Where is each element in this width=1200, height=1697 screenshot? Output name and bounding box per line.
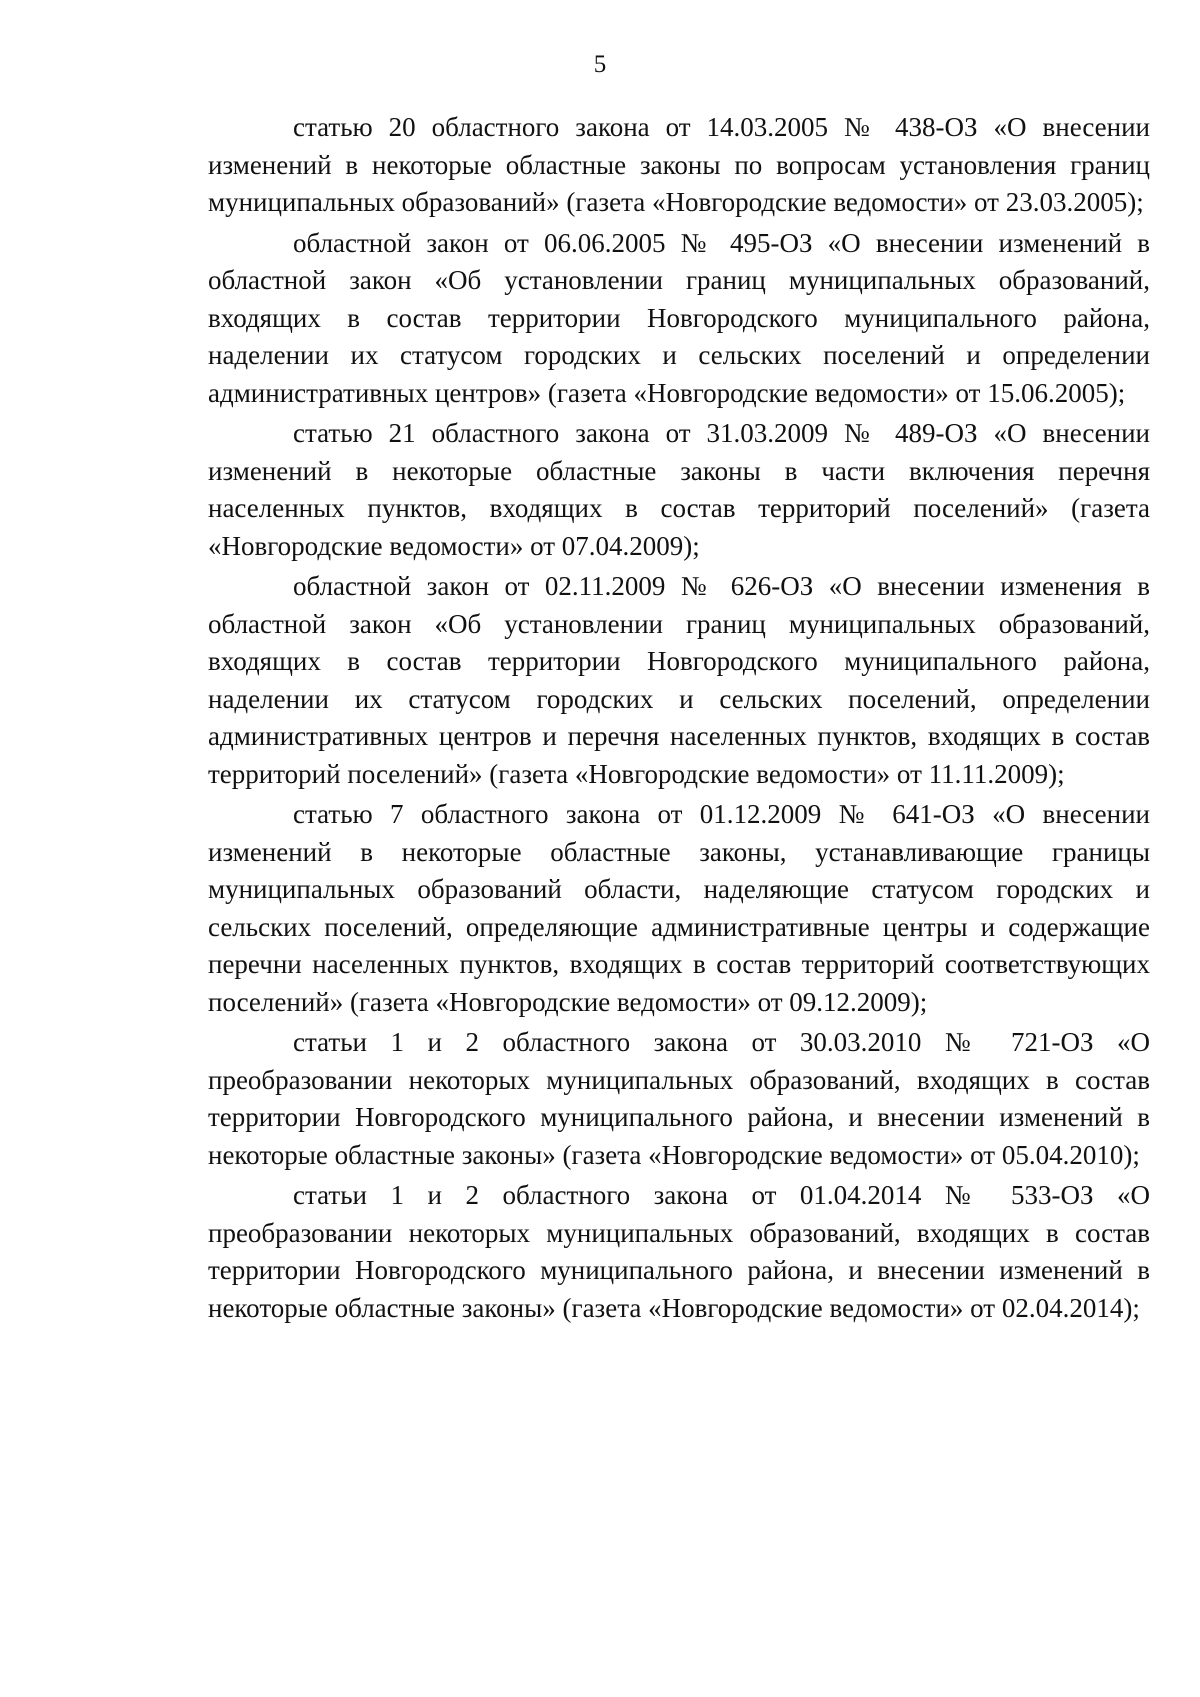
paragraph-5: статью 7 областного закона от 01.12.2009 № 641-ОЗ «О внесении изменений в некоторые областные законы, устанавливающие границы муниципальных образований области, наделяющие статусом городских и сельских поселений, определяющие административные центры и содержащие перечни населенных пунктов, входящих в состав территорий соответствующих поселений» (газета «Новгородские ведомости» от 09.12.2009);	[208, 799, 1150, 1017]
paragraph-6: статьи 1 и 2 областного закона от 30.03.2010 № 721-ОЗ «О преобразовании некоторых муниципальных образований, входящих в состав территории Новгородского муниципального района, и внесении изменений в некоторые областные законы» (газета «Новгородские ведомости» от 05.04.2010);	[208, 1027, 1150, 1170]
paragraph-4: областной закон от 02.11.2009 № 626-ОЗ «О внесении изменения в областной закон «Об установлении границ муниципальных образований, входящих в состав территории Новгородского муниципального района, наделении их статусом городских и сельских поселений, определении административных центров и перечня населенных пунктов, входящих в состав территорий поселений» (газета «Новгородские ведомости» от 11.11.2009);	[208, 571, 1150, 789]
paragraph-7: статьи 1 и 2 областного закона от 01.04.2014 № 533-ОЗ «О преобразовании некоторых муниципальных образований, входящих в состав территории Новгородского муниципального района, и внесении изменений в некоторые областные законы» (газета «Новгородские ведомости» от 02.04.2014);	[208, 1180, 1150, 1323]
document-body	[208, 109, 1150, 1330]
paragraph-1: статью 20 областного закона от 14.03.2005 № 438-ОЗ «О внесении изменений в некоторые областные законы по вопросам установления границ муниципальных образований» (газета «Новгородские ведомости» от 23.03.2005);	[208, 112, 1150, 217]
paragraph-3: статью 21 областного закона от 31.03.2009 № 489-ОЗ «О внесении изменений в некоторые областные законы в части включения перечня населенных пунктов, входящих в состав территорий поселений» (газета «Новгородские ведомости» от 07.04.2009);	[208, 418, 1150, 561]
paragraph-2: областной закон от 06.06.2005 № 495-ОЗ «О внесении изменений в областной закон «Об установлении границ муниципальных образований, входящих в состав территории Новгородского муниципального района, наделении их статусом городских и сельских поселений и определении административных центров» (газета «Новгородские ведомости» от 15.06.2005);	[208, 227, 1150, 408]
page-number: 5	[593, 51, 607, 78]
